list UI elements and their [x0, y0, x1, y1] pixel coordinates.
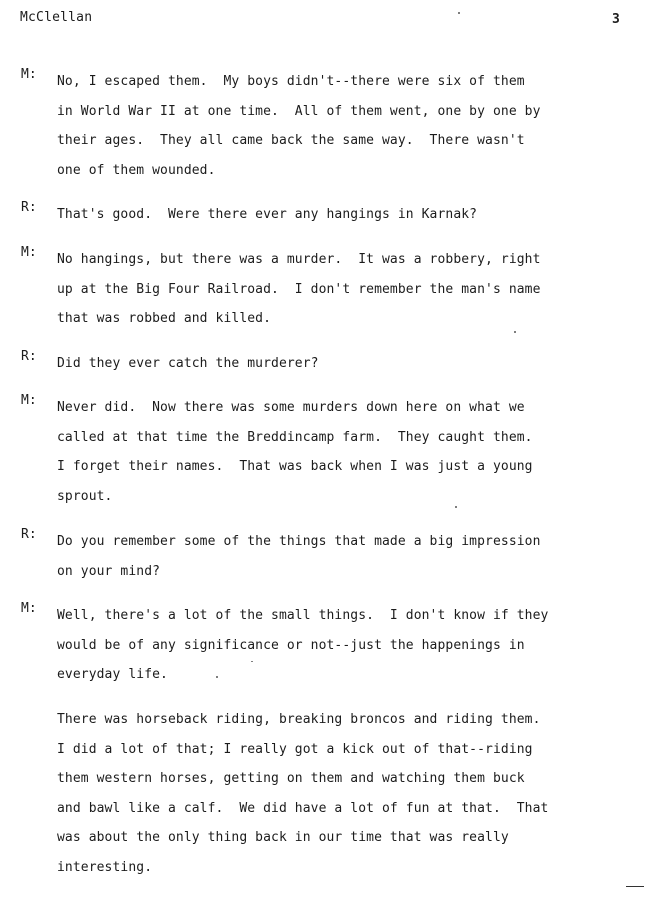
- speaker-label: M:: [21, 67, 37, 82]
- dialogue-text: [57, 705, 637, 882]
- text-line: would be of any significance or not--just the happenings in: [57, 637, 525, 653]
- text-line: everyday life.: [57, 667, 168, 682]
- text-line: their ages. They all came back the same way. There wasn't: [57, 133, 525, 148]
- scan-speck: [216, 676, 218, 678]
- dialogue-text: [57, 67, 637, 185]
- dialogue-text: [57, 245, 637, 334]
- text-line: Did they ever catch the murderer?: [57, 356, 319, 371]
- text-line: called at that time the Breddincamp farm. They caught them.: [57, 429, 533, 445]
- text-line: sprout.: [57, 488, 113, 504]
- speaker-label: M:: [21, 245, 37, 260]
- scan-speck: [514, 331, 516, 333]
- text-line: Never did. Now there was some murders down here on what we: [57, 400, 525, 415]
- header-interviewee-name: McClellan: [20, 10, 93, 25]
- speaker-label: R:: [21, 527, 37, 542]
- text-line: one of them wounded.: [57, 162, 216, 178]
- text-line: them western horses, getting on them and watching them buck: [57, 771, 525, 786]
- dialogue-text: [57, 200, 637, 230]
- dialogue-text: [57, 393, 637, 511]
- scan-speck: [251, 661, 253, 662]
- dialogue-text: [57, 601, 637, 690]
- text-line: Well, there's a lot of the small things. I don't know if they: [57, 608, 549, 623]
- text-line: was about the only thing back in our time that was really: [57, 830, 509, 845]
- text-line: and bawl like a calf. We did have a lot of fun at that. That: [57, 800, 549, 816]
- text-line: There was horseback riding, breaking broncos and riding them.: [57, 712, 541, 727]
- page-number: 3: [612, 12, 620, 27]
- dialogue-text: [57, 349, 637, 379]
- text-line: I forget their names. That was back when I was just a young: [57, 459, 533, 474]
- text-line: Do you remember some of the things that made a big impression: [57, 534, 541, 549]
- scan-edge-mark: [626, 886, 644, 887]
- text-line: up at the Big Four Railroad. I don't remember the man's name: [57, 281, 541, 297]
- speaker-label: R:: [21, 349, 37, 364]
- text-line: That's good. Were there ever any hangings in Karnak?: [57, 207, 478, 222]
- speaker-label: M:: [21, 393, 37, 408]
- text-line: I did a lot of that; I really got a kick out of that--riding: [57, 741, 533, 757]
- text-line: on your mind?: [57, 563, 161, 579]
- dialogue-text: [57, 527, 637, 586]
- text-line: interesting.: [57, 859, 153, 875]
- scan-speck: [458, 12, 460, 14]
- text-line: No, I escaped them. My boys didn't--there were six of them: [57, 74, 525, 89]
- text-line: that was robbed and killed.: [57, 311, 272, 326]
- speaker-label: M:: [21, 601, 37, 616]
- scan-speck: [455, 506, 457, 508]
- text-line: No hangings, but there was a murder. It was a robbery, right: [57, 252, 541, 267]
- speaker-label: R:: [21, 200, 37, 215]
- text-line: in World War II at one time. All of them went, one by one by: [57, 103, 541, 119]
